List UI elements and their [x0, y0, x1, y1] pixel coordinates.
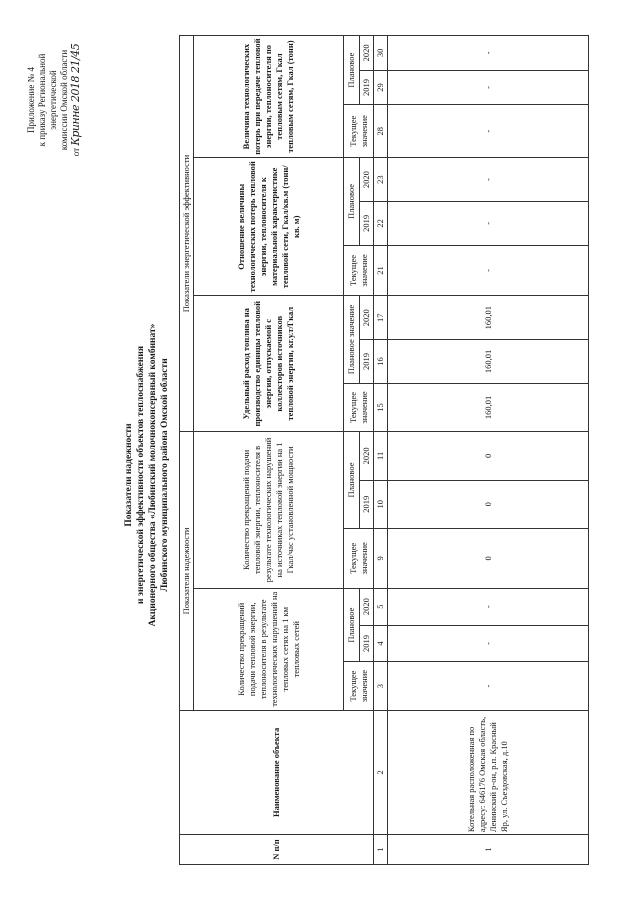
year-2020-m1: 2020	[360, 588, 374, 625]
row-value: 0	[388, 480, 589, 528]
column-number: 22	[374, 201, 388, 245]
appendix-line-4	[70, 25, 82, 175]
header-planned-m1: Плановое	[344, 588, 360, 662]
row-value: -	[388, 36, 589, 71]
year-2019-m3: 2019	[360, 340, 374, 384]
table-group-header-row	[180, 36, 194, 865]
title-line-2: и энергетической эффективности объектов теплоснабжения	[136, 346, 146, 604]
year-2020-m5: 2020	[360, 36, 374, 71]
indicators-table	[179, 35, 589, 865]
header-current-m2: Текущее значение	[344, 528, 374, 588]
year-2020-m4: 2020	[360, 158, 374, 202]
header-planned-m4: Плановое	[344, 158, 360, 245]
header-current-m5: Текущее значение	[344, 105, 374, 158]
header-group-efficiency: Показатели энергетической эффективности	[180, 36, 194, 432]
column-number: 1	[374, 835, 388, 865]
header-metric-5: Величина технологических потерь при передаче тепловой энергии, теплоносителя по тепловым сетям, Гкал тепловым сетям, Гкал (тонн)	[194, 36, 344, 158]
column-number: 17	[374, 296, 388, 340]
column-number: 3	[374, 662, 388, 710]
title-line-1: Показатели надежности	[124, 423, 134, 527]
row-value: -	[388, 70, 589, 105]
row-value: 0	[388, 528, 589, 588]
row-value: -	[388, 105, 589, 158]
header-planned-m3: Плановое значение	[344, 296, 360, 383]
year-2019-m4: 2019	[360, 201, 374, 245]
title-line-3: Акционерного общества «Любинский молочноконсервный комбинат»	[148, 323, 158, 627]
header-object-name: Наименование объекта	[180, 710, 374, 834]
column-number: 16	[374, 340, 388, 384]
column-number: 2	[374, 710, 388, 834]
row-value: -	[388, 245, 589, 296]
header-metric-4: Отношение величины технологических потерь тепловой энергии, теплоносителя к материальной характеристике тепловой сети, Гкал/кв.м (тонн/кв. м)	[194, 158, 344, 296]
year-2019-m1: 2019	[360, 625, 374, 662]
handwritten-date-signature: Кринне 2018 21/45	[69, 43, 82, 146]
header-num: N п/п	[180, 835, 374, 865]
year-2020-m3: 2020	[360, 296, 374, 340]
year-2020-m2: 2020	[360, 432, 374, 480]
column-number: 15	[374, 383, 388, 431]
appendix-line-3: комиссии Омской области	[59, 49, 69, 151]
year-2019-m5: 2019	[360, 70, 374, 105]
title-line-4: Любинского муниципального района Омской области	[160, 358, 170, 592]
appendix-block	[26, 25, 82, 175]
row-value: -	[388, 625, 589, 662]
row-value: -	[388, 662, 589, 710]
row-value: -	[388, 588, 589, 625]
column-number: 9	[374, 528, 388, 588]
header-current-m3: Текущее значение	[344, 383, 374, 431]
column-number: 4	[374, 625, 388, 662]
column-number: 30	[374, 36, 388, 71]
column-number: 23	[374, 158, 388, 202]
column-number: 11	[374, 432, 388, 480]
header-planned-m5: Плановое	[344, 36, 360, 105]
appendix-line-1: Приложение № 4	[26, 67, 36, 133]
appendix-line-2: к приказу Региональной энергетической	[37, 53, 58, 147]
row-object-name: Котельная расположенная по адресу: 646176 Омская область, Ленинский р-он, р.п. Красный Яр, ул. Съездовская, д.10	[388, 710, 589, 834]
column-number: 29	[374, 70, 388, 105]
row-value: 160,01	[388, 296, 589, 340]
header-group-reliability: Показатели надежности	[180, 432, 194, 711]
row-value: 160,01	[388, 340, 589, 384]
header-planned-m2: Плановое	[344, 432, 360, 529]
header-metric-1: Количество прекращений подачи тепловой энергии, теплоносителя в результате технологических нарушений на тепловых сетях на 1 км тепловых сетей	[194, 588, 344, 710]
header-current-m4: Текущее значение	[344, 245, 374, 296]
column-number: 21	[374, 245, 388, 296]
row-num: 1	[388, 835, 589, 865]
year-2019-m2: 2019	[360, 480, 374, 528]
column-number: 5	[374, 588, 388, 625]
column-number: 28	[374, 105, 388, 158]
appendix-date-prefix: от	[71, 147, 81, 157]
row-value: 0	[388, 432, 589, 480]
header-current-m1: Текущее значение	[344, 662, 374, 710]
column-number: 10	[374, 480, 388, 528]
row-value: -	[388, 158, 589, 202]
table-row	[388, 36, 589, 865]
header-metric-2: Количество прекращений подачи тепловой энергии, теплоносителя в результате технологических нарушений на источниках тепловой энергии на 1 Гкал/час установленной мощности	[194, 432, 344, 589]
row-value: 160,01	[388, 383, 589, 431]
document-title	[123, 245, 171, 705]
table-column-number-row	[374, 36, 388, 865]
header-metric-3: Удельный расход топлива на производство единицы тепловой энергии, отпускаемой с коллекторов источников тепловой энергии, кг.у.т/Гкал	[194, 296, 344, 432]
row-value: -	[388, 201, 589, 245]
